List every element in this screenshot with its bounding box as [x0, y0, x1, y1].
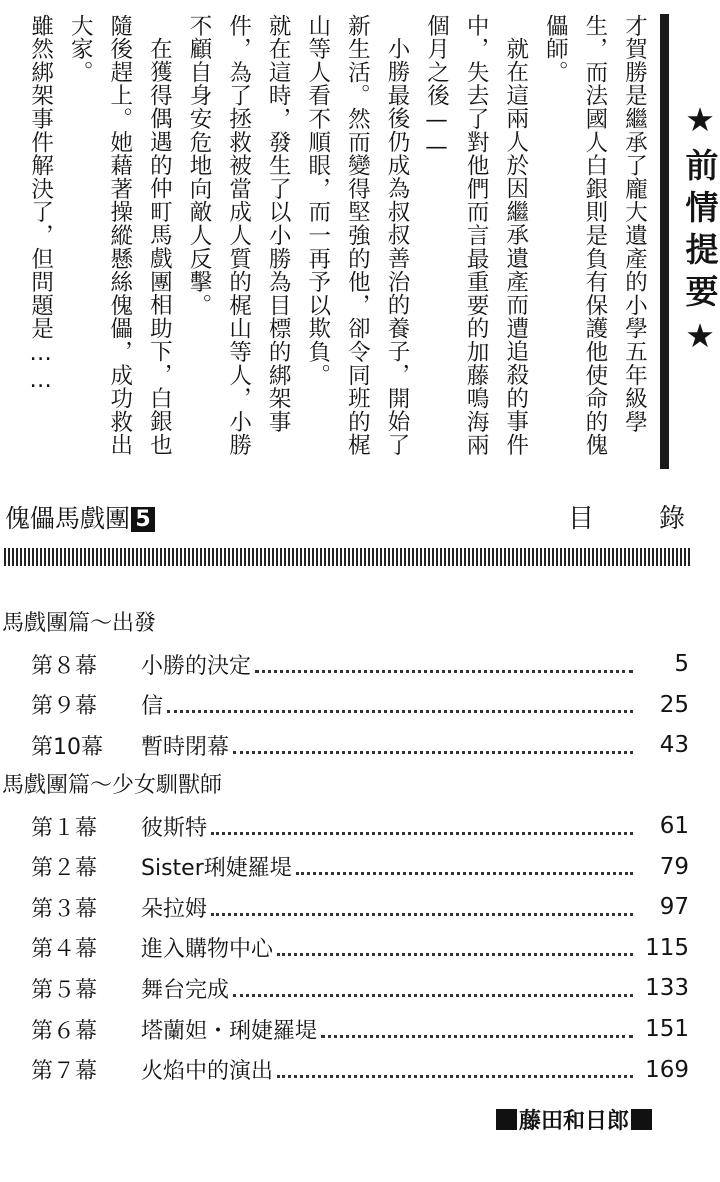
toc-entry[interactable]: [0, 1049, 712, 1090]
toc-header: [5, 500, 705, 540]
episode-label: 第６幕: [31, 1018, 98, 1044]
page-number: 43: [659, 732, 689, 759]
episode-label: 第１幕: [31, 815, 98, 841]
toc-entry[interactable]: [0, 887, 712, 928]
page-number: 151: [645, 1016, 689, 1043]
synopsis-rule: [660, 14, 669, 469]
episode-title: 暫時閉幕: [141, 734, 230, 760]
volume-badge: 5: [131, 507, 155, 532]
synopsis-body: [20, 14, 654, 466]
author-credit: [496, 1104, 652, 1135]
dot-leader: [296, 872, 633, 875]
square-mark-left: [496, 1109, 517, 1130]
episode-title: Sister琍婕羅堤: [141, 856, 292, 882]
episode-label: 第８幕: [31, 653, 98, 679]
dot-leader: [211, 832, 633, 835]
synopsis: [20, 14, 720, 466]
episode-label: 第７幕: [31, 1059, 98, 1085]
page-number: 97: [659, 894, 689, 921]
dot-leader: [211, 913, 633, 916]
toc-entry[interactable]: [0, 725, 712, 766]
synopsis-paragraph: 在獲得偶遇的仲町馬戲團相助下，白銀也隨後趕上。她藉著操縱懸絲傀儡，成功救出大家。: [67, 14, 173, 457]
toc-entry[interactable]: [0, 1009, 712, 1050]
synopsis-paragraph: 小勝最後仍成為叔叔善治的養子，開始了新生活。然而變得堅強的他，卻令同班的梶山等人看不順眼，而一再予以欺負。: [304, 14, 410, 457]
dot-leader: [167, 710, 633, 713]
toc-entry[interactable]: [0, 968, 712, 1009]
toc-entry[interactable]: [0, 928, 712, 969]
page-number: 169: [645, 1056, 689, 1083]
section-title: 馬戲團篇～出發: [2, 611, 157, 636]
toc-entry[interactable]: [0, 685, 712, 726]
episode-label: 第10幕: [31, 734, 103, 760]
contents-label-mu: 目: [568, 504, 595, 534]
dot-leader: [277, 953, 633, 956]
episode-title: 朵拉姆: [141, 896, 208, 922]
dot-leader: [321, 1035, 633, 1038]
toc-entry[interactable]: [0, 806, 712, 847]
book-title: [5, 504, 155, 534]
page-number: 79: [659, 853, 689, 880]
table-of-contents: [0, 604, 712, 1090]
episode-label: 第２幕: [31, 856, 98, 882]
page-number: 61: [659, 813, 689, 840]
page-number: 25: [659, 691, 689, 718]
episode-title: 塔蘭妲・琍婕羅堤: [141, 1018, 318, 1044]
synopsis-paragraph: 才賀勝是繼承了龐大遺產的小學五年級學生，而法國人白銀則是負有保護他使命的傀儡師。: [542, 14, 648, 457]
synopsis-title-column: [654, 14, 720, 466]
dot-leader: [233, 751, 633, 754]
episode-title: 進入購物中心: [141, 937, 274, 963]
dot-leader: [255, 670, 633, 673]
page-number: 133: [645, 975, 689, 1002]
episode-label: 第５幕: [31, 977, 98, 1003]
episode-title: 信: [141, 694, 164, 720]
page-number: 115: [645, 934, 689, 961]
synopsis-title: ★前情提要★: [680, 100, 720, 364]
episode-label: 第３幕: [31, 896, 98, 922]
author-name: 藤田和日郎: [519, 1109, 630, 1134]
episode-title: 火焰中的演出: [141, 1059, 274, 1085]
synopsis-paragraph: 就在這時，發生了以小勝為目標的綁架事件，為了拯救被當成人質的梶山等人，小勝不顧自身安危地向敵人反擊。: [185, 14, 292, 457]
toc-entry[interactable]: [0, 846, 712, 887]
toc-entry[interactable]: [0, 644, 712, 685]
book-title-text: 傀儡馬戲團: [5, 504, 131, 533]
episode-label: 第９幕: [31, 694, 98, 720]
decorative-bar-divider: [4, 548, 690, 566]
episode-title: 舞台完成: [141, 977, 230, 1003]
episode-title: 小勝的決定: [141, 653, 252, 679]
page-number: 5: [674, 651, 689, 678]
dot-leader: [233, 994, 633, 997]
dot-leader: [277, 1075, 633, 1078]
episode-label: 第４幕: [31, 937, 98, 963]
contents-label-lu: 錄: [659, 504, 686, 534]
synopsis-paragraph: 就在這兩人於因繼承遺產而遭追殺的事件中，失去了對他們而言最重要的加藤鳴海兩個月之後——: [423, 14, 529, 457]
synopsis-paragraph: 雖然綁架事件解決了，但問題是……: [27, 14, 54, 394]
section-title: 馬戲團篇～少女馴獸師: [2, 772, 223, 798]
episode-title: 彼斯特: [141, 815, 208, 841]
square-mark-right: [631, 1109, 652, 1130]
